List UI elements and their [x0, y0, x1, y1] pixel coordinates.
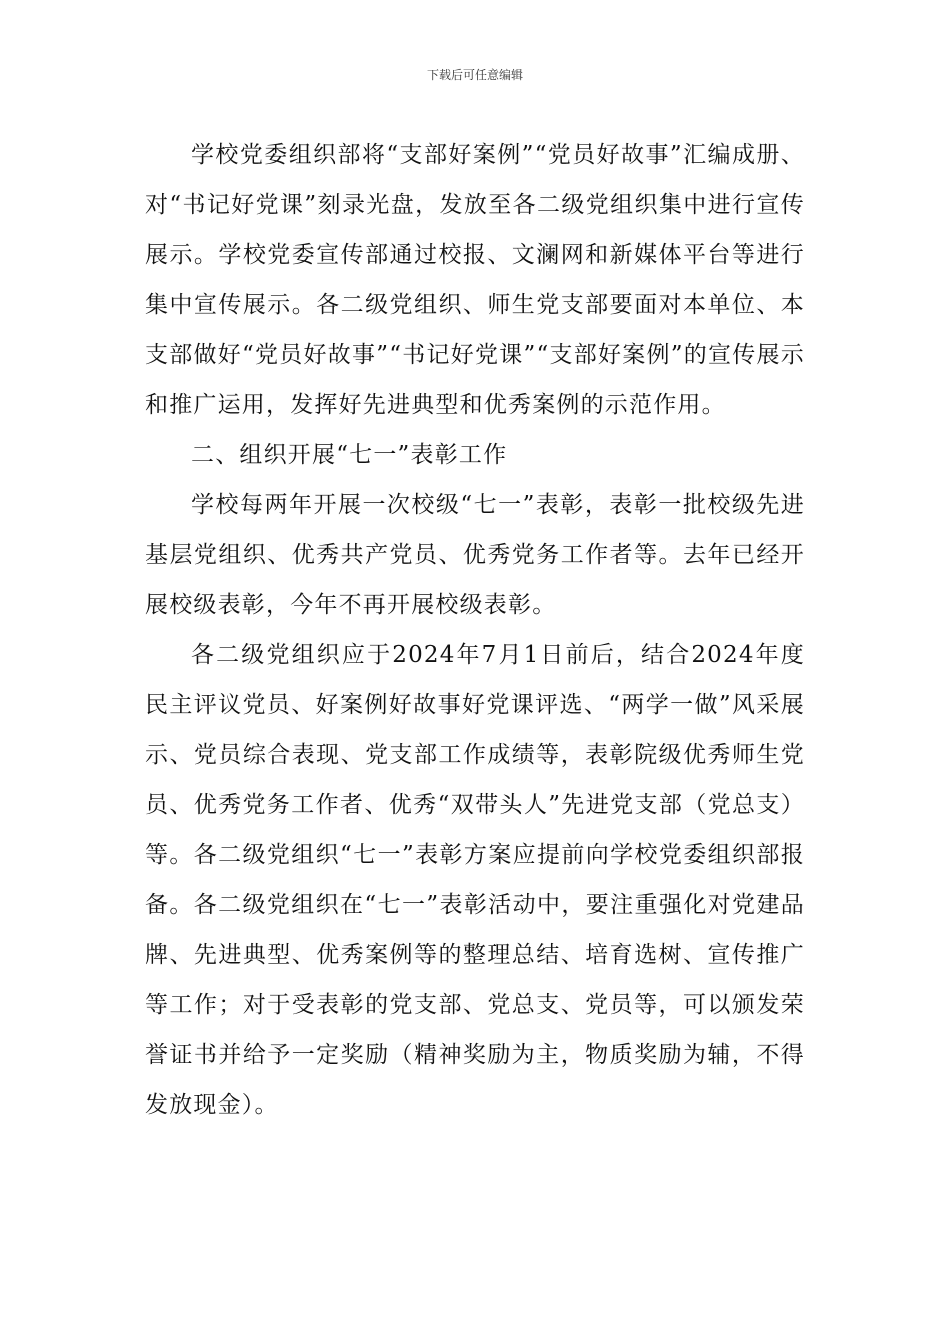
paragraph-school-awards: 学校每两年开展一次校级“七一”表彰，表彰一批校级先进基层党组织、优秀共产党员、优秀党务工作者等。去年已经开展校级表彰，今年不再开展校级表彰。	[145, 492, 805, 618]
document-body	[145, 130, 805, 1130]
paragraph-secondary-org-awards: 各二级党组织应于2024年7月1日前后，结合2024年度民主评议党员、好案例好故事好党课评选、“两学一做”风采展示、党员综合表现、党支部工作成绩等，表彰院级优秀师生党员、优秀党务工作者、优秀“双带头人”先进党支部（党总支）等。各二级党组织“七一”表彰方案应提前向学校党委组织部报备。各二级党组织在“七一”表彰活动中，要注重强化对党建品牌、先进典型、优秀案例等的整理总结、培育选树、宣传推广等工作；对于受表彰的党支部、党总支、党员等，可以颁发荣誉证书并给予一定奖励（精神奖励为主，物质奖励为辅，不得发放现金）。	[145, 642, 805, 1118]
paragraph-publicity: 学校党委组织部将“支部好案例”“党员好故事”汇编成册、对“书记好党课”刻录光盘，发放至各二级党组织集中进行宣传展示。学校党委宣传部通过校报、文澜网和新媒体平台等进行集中宣传展示。各二级党组织、师生党支部要面对本单位、本支部做好“党员好故事”“书记好党课”“支部好案例”的宣传展示和推广运用，发挥好先进典型和优秀案例的示范作用。	[145, 142, 805, 418]
section-heading-july-first-awards: 二、组织开展“七一”表彰工作	[191, 442, 508, 468]
page-header-note: 下载后可任意编辑	[426, 68, 523, 82]
